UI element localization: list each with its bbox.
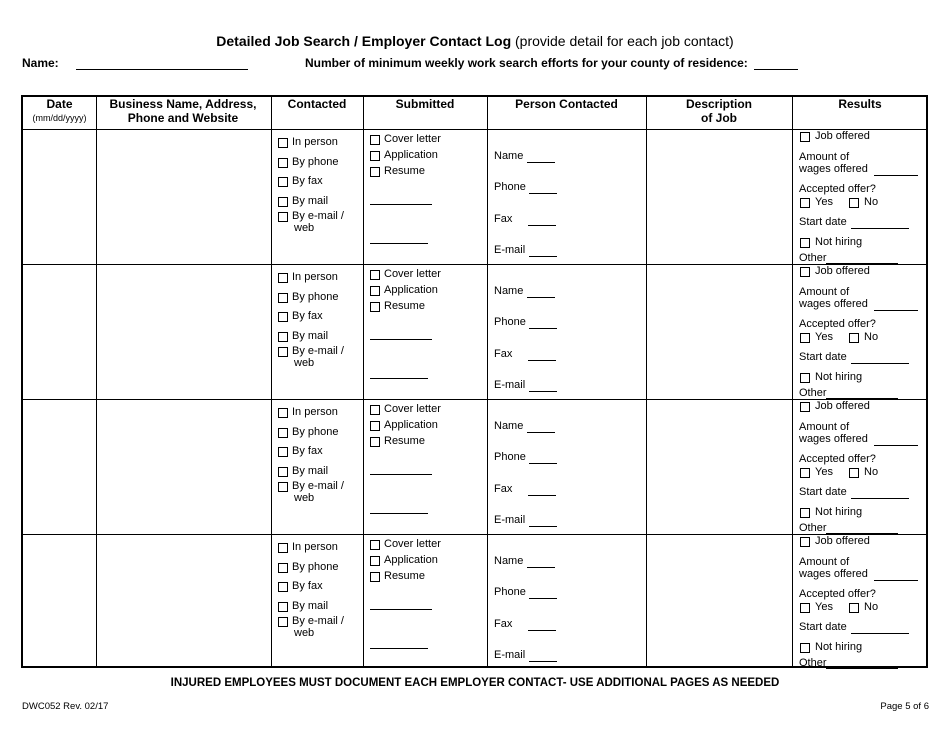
checkbox-not-hiring[interactable]: [800, 238, 810, 248]
header-date-format: (mm/dd/yyyy): [32, 113, 87, 123]
resume-label: Resume: [384, 435, 425, 447]
person-email-label: E-mail: [494, 649, 526, 661]
checkbox-job-offered[interactable]: [800, 267, 810, 277]
by-email-web-label: web: [294, 357, 315, 369]
header-business: Business Name, Address, Phone and Website: [109, 97, 257, 125]
person-email-field[interactable]: [529, 256, 557, 257]
checkbox-by-phone[interactable]: [278, 158, 288, 168]
header-date: [23, 97, 96, 125]
form-number: DWC052 Rev. 02/17: [22, 701, 109, 712]
checkbox-by-email-web[interactable]: [278, 347, 288, 357]
person-name-field[interactable]: [527, 432, 555, 433]
cover-letter-label: Cover letter: [384, 403, 441, 415]
person-phone-label: Phone: [494, 316, 526, 328]
yes-label: Yes: [815, 601, 833, 613]
checkbox-by-email-web[interactable]: [278, 617, 288, 627]
checkbox-accepted-yes[interactable]: [800, 198, 810, 208]
application-label: Application: [384, 554, 438, 566]
not-hiring-label: Not hiring: [815, 371, 863, 383]
contact-entry-row: [23, 400, 926, 535]
checkbox-resume[interactable]: [370, 437, 380, 447]
by-email-label: By e-mail /: [292, 615, 344, 627]
resume-label: Resume: [384, 570, 425, 582]
checkbox-by-mail[interactable]: [278, 332, 288, 342]
checkbox-in-person[interactable]: [278, 138, 288, 148]
checkbox-by-fax[interactable]: [278, 177, 288, 187]
submitted-other-line[interactable]: [370, 474, 432, 475]
person-fax-label: Fax: [494, 213, 513, 225]
checkbox-accepted-no[interactable]: [849, 333, 859, 343]
amount-label: Amount of: [799, 421, 850, 433]
checkbox-accepted-yes[interactable]: [800, 468, 810, 478]
form-title-bold: Detailed Job Search / Employer Contact Log: [216, 33, 512, 49]
submitted-other-line[interactable]: [370, 378, 428, 379]
wages-offered-label: wages offered: [799, 298, 868, 310]
person-email-label: E-mail: [494, 379, 526, 391]
checkbox-resume[interactable]: [370, 167, 380, 177]
wages-offered-field[interactable]: [874, 580, 918, 581]
resume-label: Resume: [384, 165, 425, 177]
person-phone-label: Phone: [494, 451, 526, 463]
yes-label: Yes: [815, 331, 833, 343]
no-label: No: [864, 466, 879, 478]
by-mail-label: By mail: [292, 600, 329, 612]
person-email-field[interactable]: [529, 391, 557, 392]
checkbox-by-email-web[interactable]: [278, 212, 288, 222]
by-phone-label: By phone: [292, 291, 339, 303]
by-email-label: By e-mail /: [292, 480, 344, 492]
person-name-field[interactable]: [527, 297, 555, 298]
by-fax-label: By fax: [292, 175, 323, 187]
person-phone-label: Phone: [494, 586, 526, 598]
checkbox-accepted-no[interactable]: [849, 468, 859, 478]
checkbox-application[interactable]: [370, 421, 380, 431]
other-field[interactable]: [826, 533, 898, 534]
by-phone-label: By phone: [292, 561, 339, 573]
wages-offered-label: wages offered: [799, 163, 868, 175]
contact-entry-row: [23, 130, 926, 265]
accepted-offer-label: Accepted offer?: [799, 588, 876, 600]
submitted-other-line[interactable]: [370, 339, 432, 340]
by-email-label: By e-mail /: [292, 210, 344, 222]
other-label: Other: [799, 387, 827, 399]
checkbox-cover-letter[interactable]: [370, 540, 380, 550]
person-fax-field[interactable]: [528, 495, 556, 496]
job-offered-label: Job offered: [815, 400, 870, 412]
checkbox-cover-letter[interactable]: [370, 405, 380, 415]
person-phone-field[interactable]: [529, 463, 557, 464]
by-email-web-label: web: [294, 222, 315, 234]
application-label: Application: [384, 284, 438, 296]
wages-offered-field[interactable]: [874, 175, 918, 176]
amount-label: Amount of: [799, 151, 850, 163]
checkbox-application[interactable]: [370, 151, 380, 161]
in-person-label: In person: [292, 271, 338, 283]
start-date-field[interactable]: [851, 363, 909, 364]
person-email-field[interactable]: [529, 526, 557, 527]
submitted-other-line[interactable]: [370, 513, 428, 514]
job-offered-label: Job offered: [815, 265, 870, 277]
accepted-offer-label: Accepted offer?: [799, 318, 876, 330]
cover-letter-label: Cover letter: [384, 268, 441, 280]
other-field[interactable]: [826, 668, 898, 669]
footer-instruction: INJURED EMPLOYEES MUST DOCUMENT EACH EMPLOYER CONTACT- USE ADDITIONAL PAGES AS NEEDED: [170, 677, 780, 689]
yes-label: Yes: [815, 196, 833, 208]
form-title-note: (provide detail for each job contact): [515, 33, 734, 49]
submitted-other-line[interactable]: [370, 243, 428, 244]
by-mail-label: By mail: [292, 465, 329, 477]
checkbox-by-fax[interactable]: [278, 312, 288, 322]
checkbox-by-phone[interactable]: [278, 293, 288, 303]
amount-label: Amount of: [799, 286, 850, 298]
wages-offered-label: wages offered: [799, 568, 868, 580]
no-label: No: [864, 601, 879, 613]
checkbox-job-offered[interactable]: [800, 402, 810, 412]
header-date-label: Date: [46, 97, 73, 111]
person-name-label: Name: [494, 285, 524, 297]
submitted-other-line[interactable]: [370, 648, 428, 649]
submitted-other-line[interactable]: [370, 204, 432, 205]
in-person-label: In person: [292, 541, 338, 553]
by-fax-label: By fax: [292, 310, 323, 322]
person-fax-field[interactable]: [528, 225, 556, 226]
checkbox-job-offered[interactable]: [800, 132, 810, 142]
person-name-field[interactable]: [527, 162, 555, 163]
checkbox-resume[interactable]: [370, 572, 380, 582]
header-contacted: Contacted: [287, 97, 347, 111]
by-email-label: By e-mail /: [292, 345, 344, 357]
page-number: Page 5 of 6: [880, 701, 929, 712]
contact-entry-row: [23, 265, 926, 400]
checkbox-job-offered[interactable]: [800, 537, 810, 547]
other-field[interactable]: [826, 263, 898, 264]
checkbox-accepted-no[interactable]: [849, 198, 859, 208]
no-label: No: [864, 196, 879, 208]
by-fax-label: By fax: [292, 580, 323, 592]
job-offered-label: Job offered: [815, 535, 870, 547]
min-efforts-field[interactable]: [754, 69, 798, 70]
checkbox-accepted-yes[interactable]: [800, 603, 810, 613]
application-label: Application: [384, 419, 438, 431]
person-email-label: E-mail: [494, 244, 526, 256]
cover-letter-label: Cover letter: [384, 538, 441, 550]
accepted-offer-label: Accepted offer?: [799, 183, 876, 195]
resume-label: Resume: [384, 300, 425, 312]
min-efforts-label: Number of minimum weekly work search efforts for your county of residence:: [305, 56, 748, 70]
start-date-field[interactable]: [851, 498, 909, 499]
start-date-label: Start date: [799, 351, 847, 363]
other-label: Other: [799, 522, 827, 534]
by-phone-label: By phone: [292, 156, 339, 168]
checkbox-by-mail[interactable]: [278, 467, 288, 477]
person-name-label: Name: [494, 420, 524, 432]
contact-log-table: [21, 95, 928, 668]
by-email-web-label: web: [294, 492, 315, 504]
person-name-label: Name: [494, 555, 524, 567]
other-label: Other: [799, 252, 827, 264]
accepted-offer-label: Accepted offer?: [799, 453, 876, 465]
checkbox-by-fax[interactable]: [278, 447, 288, 457]
other-label: Other: [799, 657, 827, 669]
checkbox-by-phone[interactable]: [278, 563, 288, 573]
submitted-other-line[interactable]: [370, 609, 432, 610]
header-submitted: Submitted: [395, 97, 455, 111]
person-name-field[interactable]: [527, 567, 555, 568]
checkbox-resume[interactable]: [370, 302, 380, 312]
person-fax-label: Fax: [494, 348, 513, 360]
person-phone-label: Phone: [494, 181, 526, 193]
application-label: Application: [384, 149, 438, 161]
person-phone-field[interactable]: [529, 328, 557, 329]
yes-label: Yes: [815, 466, 833, 478]
form-title: [0, 33, 950, 49]
checkbox-not-hiring[interactable]: [800, 373, 810, 383]
by-mail-label: By mail: [292, 195, 329, 207]
contact-entry-row: [23, 535, 926, 670]
not-hiring-label: Not hiring: [815, 236, 863, 248]
person-fax-label: Fax: [494, 483, 513, 495]
checkbox-cover-letter[interactable]: [370, 135, 380, 145]
amount-label: Amount of: [799, 556, 850, 568]
checkbox-by-mail[interactable]: [278, 602, 288, 612]
checkbox-cover-letter[interactable]: [370, 270, 380, 280]
checkbox-in-person[interactable]: [278, 273, 288, 283]
person-phone-field[interactable]: [529, 598, 557, 599]
checkbox-by-phone[interactable]: [278, 428, 288, 438]
no-label: No: [864, 331, 879, 343]
start-date-field[interactable]: [851, 633, 909, 634]
header-person-contacted: Person Contacted: [515, 97, 618, 111]
checkbox-in-person[interactable]: [278, 408, 288, 418]
start-date-label: Start date: [799, 216, 847, 228]
person-fax-field[interactable]: [528, 630, 556, 631]
person-fax-field[interactable]: [528, 360, 556, 361]
person-email-field[interactable]: [529, 661, 557, 662]
in-person-label: In person: [292, 406, 338, 418]
checkbox-application[interactable]: [370, 556, 380, 566]
checkbox-by-email-web[interactable]: [278, 482, 288, 492]
checkbox-in-person[interactable]: [278, 543, 288, 553]
checkbox-not-hiring[interactable]: [800, 643, 810, 653]
by-email-web-label: web: [294, 627, 315, 639]
not-hiring-label: Not hiring: [815, 641, 863, 653]
other-field[interactable]: [826, 398, 898, 399]
person-fax-label: Fax: [494, 618, 513, 630]
wages-offered-field[interactable]: [874, 310, 918, 311]
wages-offered-label: wages offered: [799, 433, 868, 445]
wages-offered-field[interactable]: [874, 445, 918, 446]
checkbox-not-hiring[interactable]: [800, 508, 810, 518]
by-mail-label: By mail: [292, 330, 329, 342]
checkbox-by-mail[interactable]: [278, 197, 288, 207]
in-person-label: In person: [292, 136, 338, 148]
start-date-label: Start date: [799, 621, 847, 633]
cover-letter-label: Cover letter: [384, 133, 441, 145]
not-hiring-label: Not hiring: [815, 506, 863, 518]
header-description: Description of Job: [685, 97, 752, 125]
person-name-label: Name: [494, 150, 524, 162]
name-label: Name:: [22, 56, 59, 70]
checkbox-by-fax[interactable]: [278, 582, 288, 592]
by-phone-label: By phone: [292, 426, 339, 438]
checkbox-accepted-yes[interactable]: [800, 333, 810, 343]
person-email-label: E-mail: [494, 514, 526, 526]
header-results: Results: [838, 97, 882, 111]
start-date-field[interactable]: [851, 228, 909, 229]
person-phone-field[interactable]: [529, 193, 557, 194]
checkbox-application[interactable]: [370, 286, 380, 296]
job-offered-label: Job offered: [815, 130, 870, 142]
name-field[interactable]: [76, 69, 248, 70]
by-fax-label: By fax: [292, 445, 323, 457]
start-date-label: Start date: [799, 486, 847, 498]
checkbox-accepted-no[interactable]: [849, 603, 859, 613]
